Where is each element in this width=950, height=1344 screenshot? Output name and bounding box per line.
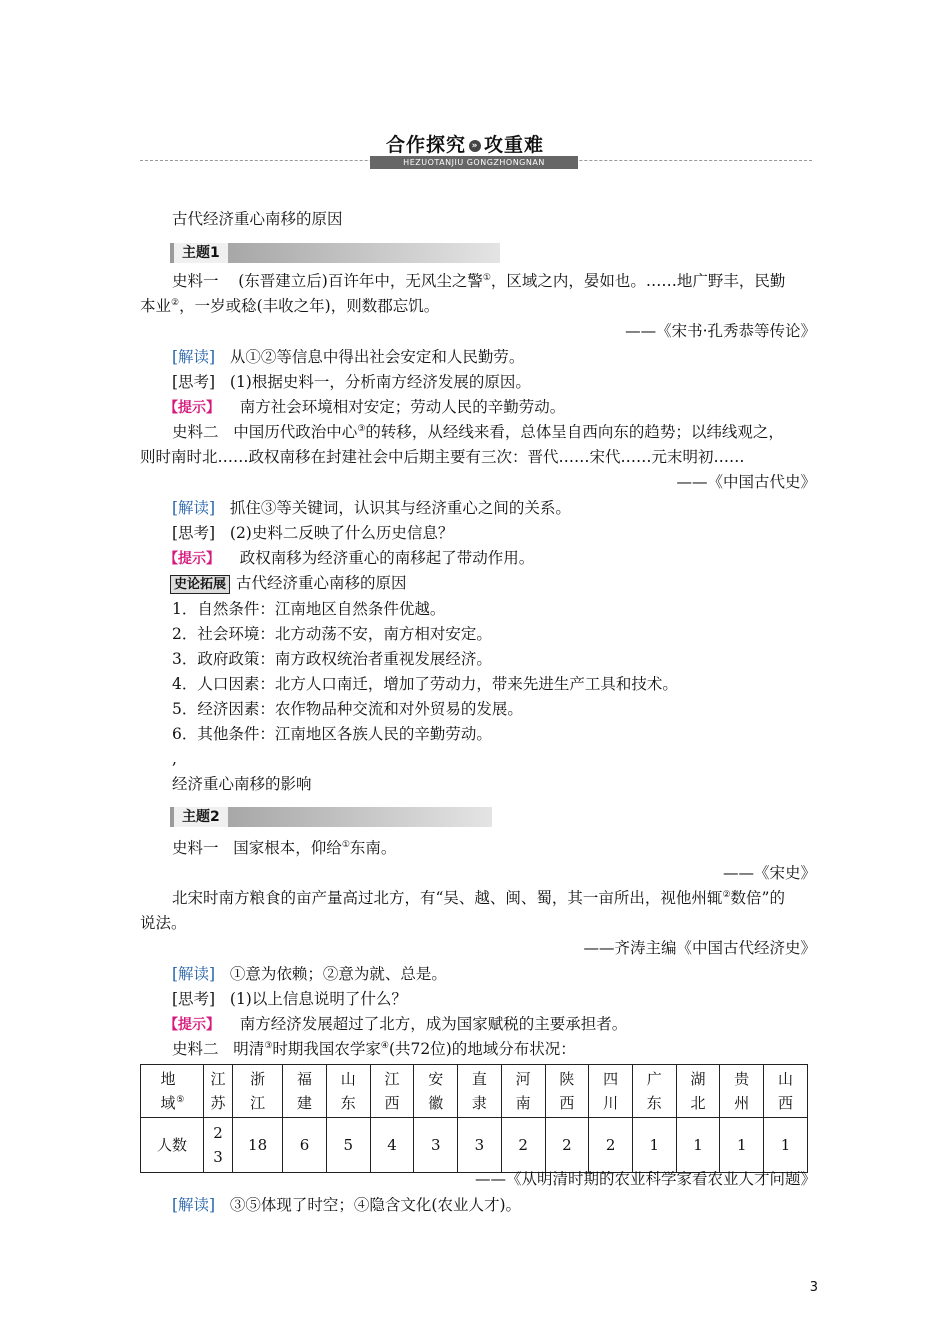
table-row-header: 人数 bbox=[141, 1118, 204, 1173]
region-cell bbox=[632, 1065, 676, 1118]
footnote-marker: ③ bbox=[264, 1040, 273, 1051]
region-text: 山东 bbox=[340, 1070, 356, 1112]
count-cell: 1 bbox=[764, 1118, 808, 1173]
s2-source1-label: 史料一 bbox=[172, 839, 219, 857]
page-number: 3 bbox=[809, 1280, 818, 1295]
s2-source1-text-b: 东南。 bbox=[349, 839, 397, 857]
count-cell: 6 bbox=[283, 1118, 327, 1173]
jiedu-tag: [解读] bbox=[172, 1196, 216, 1214]
expand-tag: 史论拓展 bbox=[170, 575, 230, 594]
s2-jiedu2 bbox=[172, 1194, 521, 1216]
sikao-tag: [思考] bbox=[172, 373, 216, 391]
s1-tishi1 bbox=[164, 396, 565, 419]
region-text: 贵州 bbox=[734, 1070, 750, 1112]
count-cell: 1 bbox=[676, 1118, 720, 1173]
s2-para-line1 bbox=[172, 887, 785, 909]
tishi-tag: 【提示】 bbox=[164, 1017, 220, 1033]
topic1-bar bbox=[170, 243, 500, 263]
topic1-label: 主题1 bbox=[174, 243, 228, 263]
tishi-text: 南方社会环境相对安定；劳动人民的辛勤劳动。 bbox=[239, 398, 566, 416]
region-cell bbox=[326, 1065, 370, 1118]
count-cell bbox=[204, 1118, 233, 1173]
s1-source1-label: 史料一 bbox=[172, 272, 219, 290]
count-cell: 4 bbox=[370, 1118, 414, 1173]
expand-title: 古代经济重心南移的原因 bbox=[236, 574, 407, 592]
sikao-tag: [思考] bbox=[172, 990, 216, 1008]
s1-source2-text-b: 的转移，从经线来看，总体呈自西向东的趋势；以纬线观之， bbox=[365, 423, 784, 441]
s2-tishi1 bbox=[164, 1013, 627, 1036]
s1-source1-text-c: 本业 bbox=[140, 297, 172, 315]
jiedu-tag: [解读] bbox=[172, 965, 216, 983]
region-text: 四川 bbox=[603, 1070, 619, 1112]
banner-title-part2: 攻重难 bbox=[484, 134, 545, 156]
tishi-tag: 【提示】 bbox=[164, 400, 220, 416]
banner-arrow-icon: » bbox=[469, 140, 481, 152]
region-cell bbox=[283, 1065, 327, 1118]
s1-source2-line1 bbox=[172, 421, 784, 443]
section-banner-title bbox=[386, 130, 544, 157]
sikao-text: (1)以上信息说明了什么？ bbox=[229, 990, 407, 1008]
s1-jiedu2 bbox=[172, 497, 571, 519]
table-row-counts bbox=[141, 1118, 808, 1173]
count-cell: 2 bbox=[501, 1118, 545, 1173]
region-cell bbox=[458, 1065, 502, 1118]
region-text: 福建 bbox=[297, 1070, 313, 1112]
stray-comma: , bbox=[172, 750, 177, 768]
expand-item: 3．政府政策：南方政权统治者重视发展经济。 bbox=[172, 650, 492, 668]
expand-item: 5．经济因素：农作物品种交流和对外贸易的发展。 bbox=[172, 700, 523, 718]
sikao-text: (2)史料二反映了什么历史信息？ bbox=[229, 524, 454, 542]
region-text: 广东 bbox=[646, 1070, 662, 1112]
s1-source2-text-a: 中国历代政治中心 bbox=[233, 423, 358, 441]
s1-source2-label: 史料二 bbox=[172, 423, 219, 441]
region-cell bbox=[414, 1065, 458, 1118]
s2-source1 bbox=[172, 837, 396, 859]
count-cell: 2 bbox=[589, 1118, 633, 1173]
s1-source1-text-a: (东晋建立后)百许年中，无风尘之警 bbox=[238, 272, 483, 290]
count-cell: 1 bbox=[632, 1118, 676, 1173]
count-cell: 3 bbox=[414, 1118, 458, 1173]
region-cell bbox=[501, 1065, 545, 1118]
s1-source1-text-b: ，区域之内，晏如也。……地广野丰，民勤 bbox=[490, 272, 786, 290]
count-text: 23 bbox=[213, 1124, 223, 1166]
footnote-marker: ① bbox=[341, 839, 350, 850]
section2-heading: 经济重心南移的影响 bbox=[172, 775, 312, 793]
s1-expand-heading bbox=[170, 572, 407, 594]
s1-tishi2 bbox=[164, 547, 534, 570]
s2-para-citation: ——齐涛主编《中国古代经济史》 bbox=[583, 939, 816, 957]
region-text: 安徽 bbox=[428, 1070, 444, 1112]
region-cell bbox=[204, 1065, 233, 1118]
region-cell bbox=[233, 1065, 283, 1118]
tishi-text: 政权南移为经济重心的南移起了带动作用。 bbox=[239, 549, 535, 567]
s2-source2 bbox=[172, 1038, 576, 1060]
s1-source1-citation: ——《宋书·孔秀恭等传论》 bbox=[625, 322, 816, 340]
topic2-label: 主题2 bbox=[174, 807, 228, 827]
expand-item: 2．社会环境：北方动荡不安，南方相对安定。 bbox=[172, 625, 492, 643]
s2-source2-text-c: (共72位)的地域分布状况： bbox=[388, 1040, 576, 1058]
s2-source2-text-a: 明清 bbox=[233, 1040, 265, 1058]
sikao-tag: [思考] bbox=[172, 524, 216, 542]
section1-heading: 古代经济重心南移的原因 bbox=[172, 210, 343, 228]
region-text: 湖北 bbox=[690, 1070, 706, 1112]
row-header-text: 地域 bbox=[160, 1070, 176, 1112]
region-text: 江苏 bbox=[210, 1070, 226, 1112]
s2-source2-text-b: 时期我国农学家 bbox=[272, 1040, 381, 1058]
jiedu-text: 抓住③等关键词，认识其与经济重心之间的关系。 bbox=[229, 499, 571, 517]
jiedu-text: ③⑤体现了时空；④隐含文化(农业人才)。 bbox=[229, 1196, 521, 1214]
region-text: 山西 bbox=[778, 1070, 794, 1112]
jiedu-text: 从①②等信息中得出社会安定和人民勤劳。 bbox=[229, 348, 525, 366]
s2-source2-label: 史料二 bbox=[172, 1040, 219, 1058]
sikao-text: (1)根据史料一，分析南方经济发展的原因。 bbox=[229, 373, 531, 391]
region-text: 江西 bbox=[384, 1070, 400, 1112]
region-cell bbox=[676, 1065, 720, 1118]
s1-source1-text-d: ，一岁或稔(丰收之年)，则数郡忘饥。 bbox=[179, 297, 440, 315]
region-text: 河南 bbox=[515, 1070, 531, 1112]
region-text: 浙江 bbox=[250, 1070, 266, 1112]
s2-para-line2: 说法。 bbox=[140, 914, 187, 932]
banner-subtitle: HEZUOTANJIU GONGZHONGNAN bbox=[370, 156, 578, 169]
s2-source1-citation: ——《宋史》 bbox=[722, 864, 816, 882]
count-cell: 3 bbox=[458, 1118, 502, 1173]
region-cell bbox=[720, 1065, 764, 1118]
s1-source1-line1 bbox=[172, 270, 785, 292]
table-row-regions bbox=[141, 1065, 808, 1118]
region-cell bbox=[589, 1065, 633, 1118]
footnote-marker: ② bbox=[722, 889, 731, 900]
s2-para-text-a: 北宋时南方粮食的亩产量高过北方，有“吴、越、闽、蜀，其一亩所出，视他州辄 bbox=[172, 889, 723, 907]
s1-source2-citation: ——《中国古代史》 bbox=[676, 473, 816, 491]
s1-source1-line2 bbox=[140, 295, 439, 317]
s1-sikao2 bbox=[172, 522, 453, 544]
s1-source2-line2: 则时南时北……政权南移在封建社会中后期主要有三次：晋代……宋代……元末明初…… bbox=[140, 448, 745, 466]
jiedu-tag: [解读] bbox=[172, 499, 216, 517]
footnote-marker: ② bbox=[171, 297, 180, 308]
region-text: 直隶 bbox=[471, 1070, 487, 1112]
footnote-marker: ⑤ bbox=[176, 1095, 185, 1105]
s2-jiedu1 bbox=[172, 963, 447, 985]
expand-item: 6．其他条件：江南地区各族人民的辛勤劳动。 bbox=[172, 725, 492, 743]
s2-sikao1 bbox=[172, 988, 407, 1010]
tishi-text: 南方经济发展超过了北方，成为国家赋税的主要承担者。 bbox=[239, 1015, 628, 1033]
count-cell: 18 bbox=[233, 1118, 283, 1173]
expand-item: 4．人口因素：北方人口南迁，增加了劳动力，带来先进生产工具和技术。 bbox=[172, 675, 678, 693]
agronomist-distribution-table bbox=[140, 1064, 808, 1173]
count-cell: 2 bbox=[545, 1118, 589, 1173]
expand-item: 1．自然条件：江南地区自然条件优越。 bbox=[172, 600, 446, 618]
s1-sikao1 bbox=[172, 371, 531, 393]
region-cell bbox=[370, 1065, 414, 1118]
count-cell: 1 bbox=[720, 1118, 764, 1173]
count-cell: 5 bbox=[326, 1118, 370, 1173]
s2-para-text-b: 数倍”的 bbox=[730, 889, 785, 907]
region-text: 陕西 bbox=[559, 1070, 575, 1112]
footnote-marker: ① bbox=[482, 272, 491, 283]
footnote-marker: ③ bbox=[357, 423, 366, 434]
banner-title-part1: 合作探究 bbox=[386, 134, 467, 156]
jiedu-tag: [解读] bbox=[172, 348, 216, 366]
table-citation: ——《从明清时期的农业科学家看农业人才问题》 bbox=[474, 1170, 816, 1188]
topic2-bar bbox=[170, 807, 492, 827]
footnote-marker: ④ bbox=[380, 1040, 389, 1051]
s2-source1-text-a: 国家根本，仰给 bbox=[233, 839, 342, 857]
tishi-tag: 【提示】 bbox=[164, 551, 220, 567]
region-cell bbox=[764, 1065, 808, 1118]
table-row-header bbox=[141, 1065, 204, 1118]
jiedu-text: ①意为依赖；②意为就、总是。 bbox=[229, 965, 447, 983]
s1-jiedu1 bbox=[172, 346, 524, 368]
region-cell bbox=[545, 1065, 589, 1118]
